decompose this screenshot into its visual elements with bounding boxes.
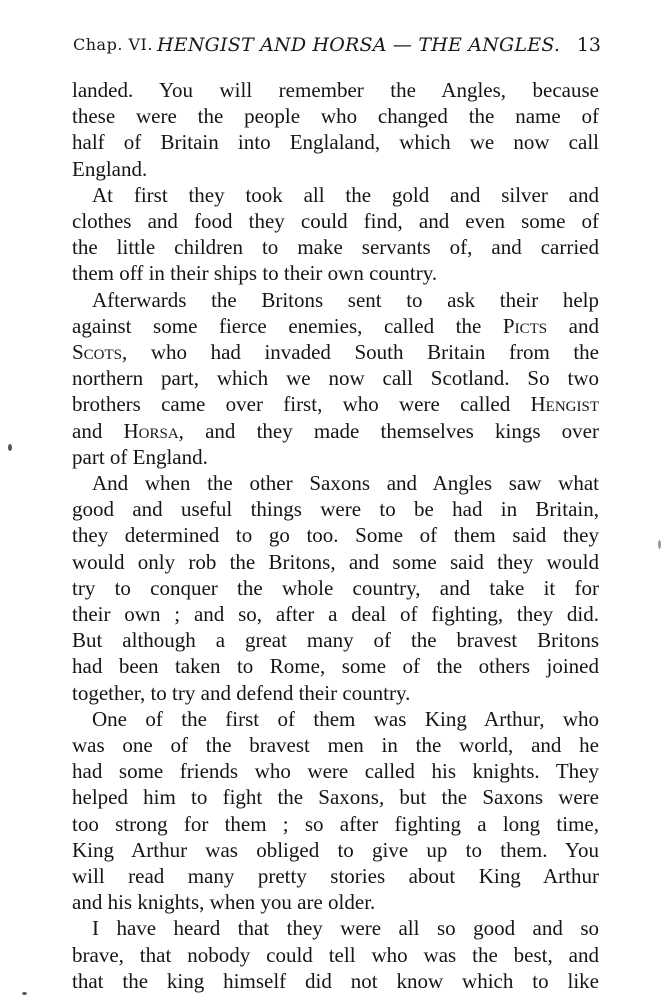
running-title: HENGIST AND HORSA — THE ANGLES. <box>157 34 561 56</box>
text-line: Scots, who had invaded South Britain from the <box>72 340 599 364</box>
text-line: would only rob the Britons, and some said they would <box>72 549 599 574</box>
text-line: will read many pretty stories about King Arthur <box>72 864 599 888</box>
page-blemish <box>8 444 12 451</box>
text-line: And when the other Saxons and Angles saw what <box>92 471 599 495</box>
page-blemish <box>22 992 27 995</box>
text-line: northern part, which we now call Scotland. So two <box>72 366 599 391</box>
text-line: against some fierce enemies, called the Picts and <box>72 313 599 338</box>
text-line: Afterwards the Britons sent to ask their help <box>92 287 599 312</box>
text-line: try to conquer the whole country, and take it for <box>72 575 599 600</box>
proper-name: Hengist <box>530 392 599 417</box>
text-line: too strong for them ; so after fighting a long time, <box>72 811 599 836</box>
text-line: helped him to fight the Saxons, but the Saxons were <box>72 785 599 810</box>
text-line: good and useful things were to be had in Britain, <box>72 497 599 522</box>
chapter-label: Chap. VI. <box>73 35 153 54</box>
text-line: that the king himself did not know which to like <box>72 968 599 993</box>
proper-name: Scots <box>72 340 123 364</box>
text-line: they determined to go too. Some of them said they <box>72 523 599 548</box>
text-line: brothers came over first, who were called Hengist <box>72 392 599 417</box>
text-line: and his knights, when you are older. <box>72 890 376 915</box>
text-line: these were the people who changed the name of <box>72 104 599 129</box>
text-line: part of England. <box>72 444 208 469</box>
text-line: One of the first of them was King Arthur, who <box>92 706 599 731</box>
text-line: them off in their ships to their own country. <box>72 261 438 286</box>
text-line: landed. You will remember the Angles, because <box>72 78 599 102</box>
text-line: half of Britain into Englaland, which we now call <box>72 130 599 155</box>
text-line: and Horsa, and they made themselves kings over <box>72 418 599 443</box>
text-line: had some friends who were called his knights. They <box>72 759 599 784</box>
text-line: was one of the bravest men in the world, and he <box>72 733 599 757</box>
text-line: together, to try and defend their country. <box>72 680 411 705</box>
proper-name: Picts <box>502 313 548 338</box>
text-line: the little children to make servants of, and carried <box>72 235 599 260</box>
text-line: had been taken to Rome, some of the others joined <box>72 654 599 679</box>
text-line: brave, that nobody could tell who was the best, and <box>72 942 599 967</box>
text-line: But although a great many of the bravest Britons <box>72 628 599 653</box>
text-line: King Arthur was obliged to give up to them. You <box>72 837 599 862</box>
page-blemish <box>658 540 661 549</box>
text-line: At first they took all the gold and silver and <box>92 182 599 207</box>
page-number: 13 <box>576 34 601 56</box>
text-line: their own ; and so, after a deal of fighting, they did. <box>72 602 599 626</box>
proper-name: Horsa <box>123 418 179 443</box>
text-line: clothes and food they could find, and even some of <box>72 209 599 233</box>
text-line: England. <box>72 156 148 181</box>
running-head <box>73 32 601 58</box>
text-line: I have heard that they were all so good and so <box>92 916 599 941</box>
